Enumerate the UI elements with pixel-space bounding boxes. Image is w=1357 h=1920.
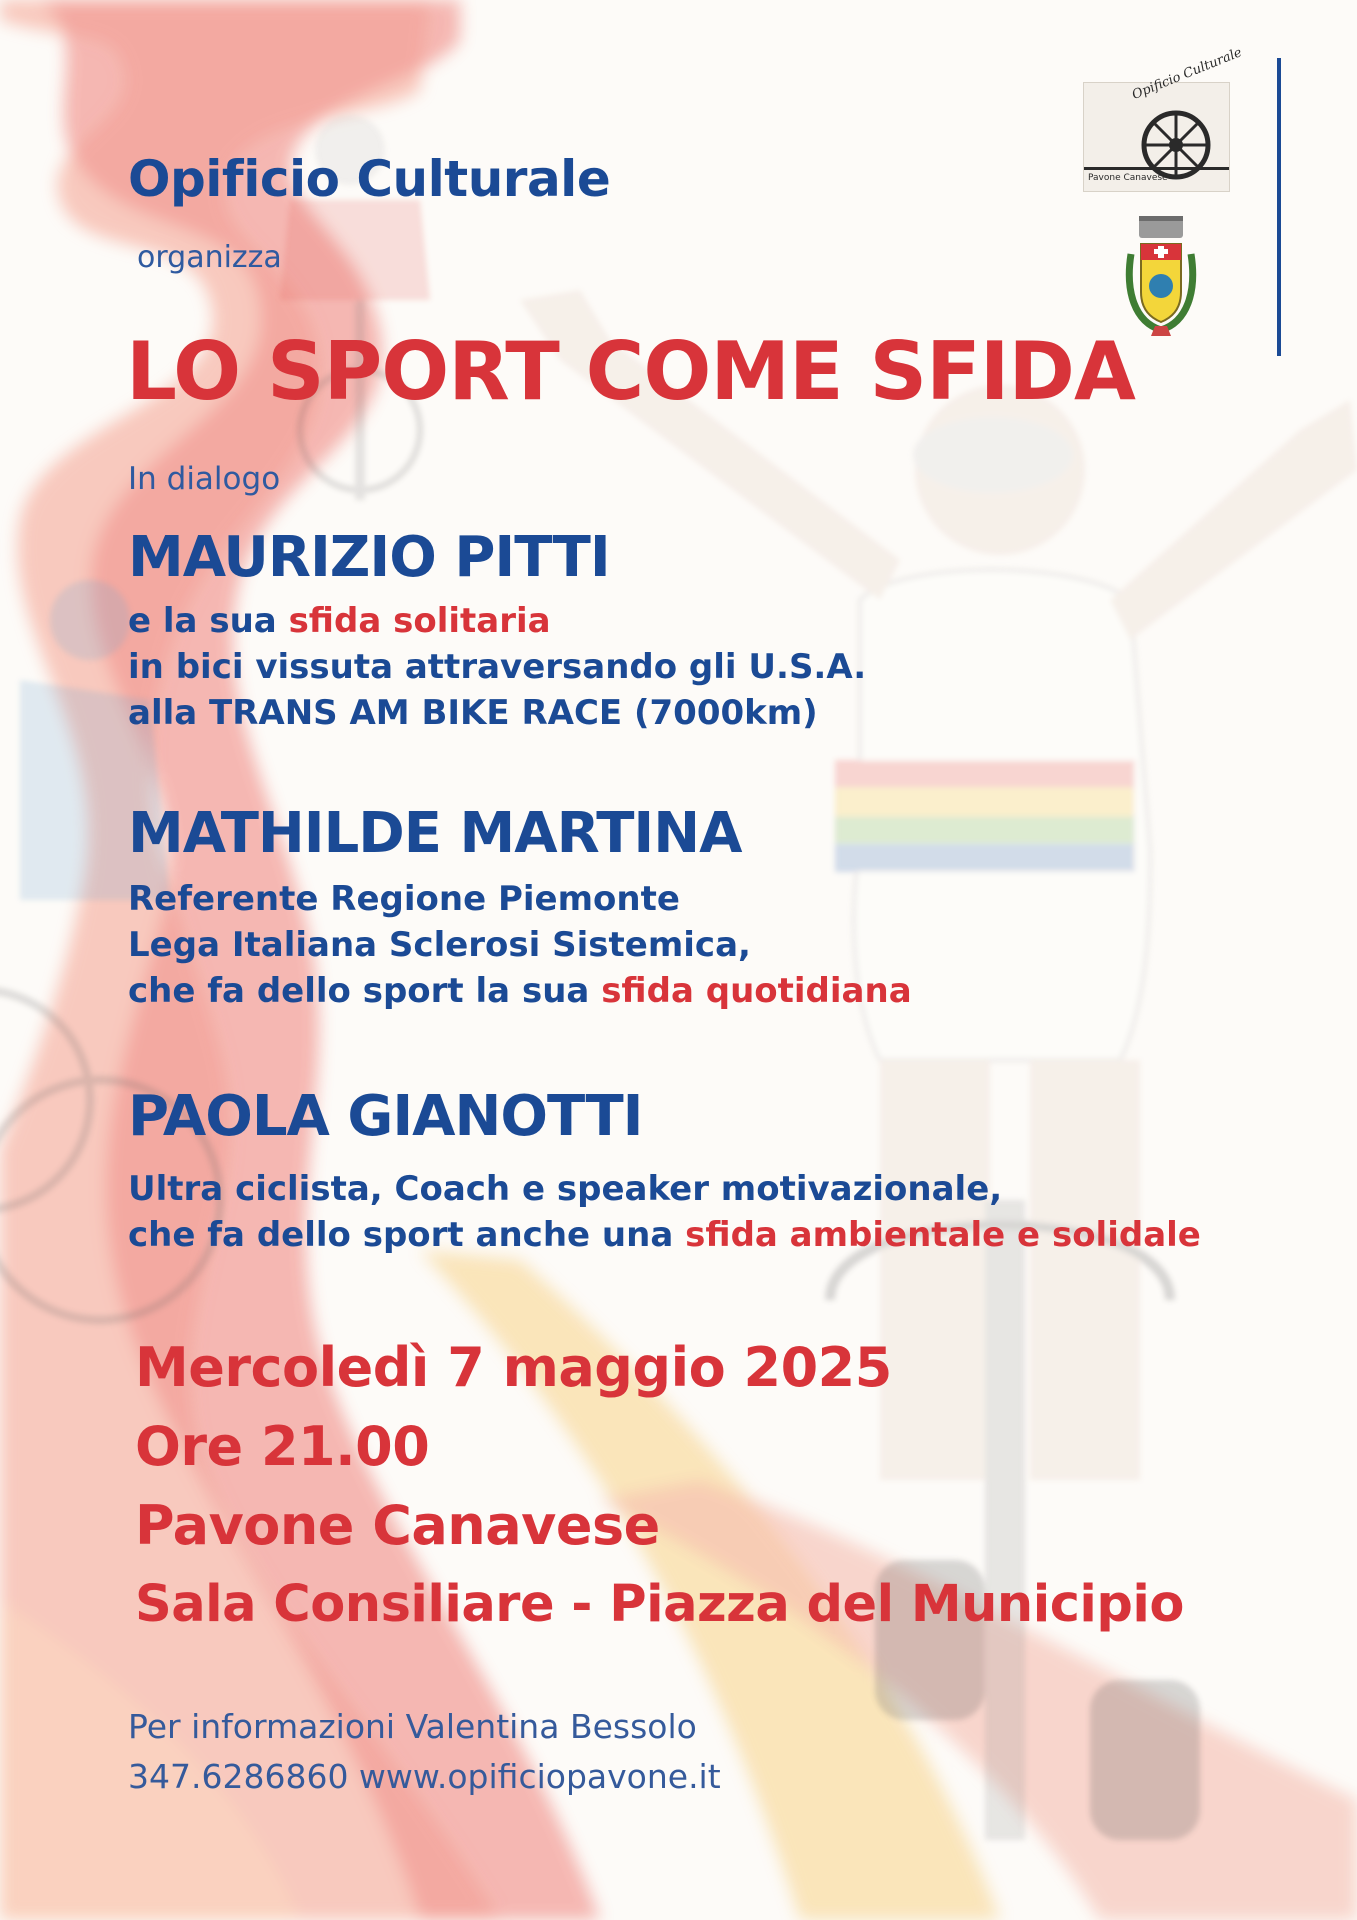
vertical-divider: [1277, 58, 1281, 356]
speaker-description: [128, 598, 866, 736]
speaker-name: MATHILDE MARTINA: [128, 801, 742, 866]
contact-phone-website[interactable]: 347.6286860 www.opificiopavone.it: [128, 1757, 721, 1796]
organizer-verb: organizza: [137, 240, 282, 275]
event-time: Ore 21.00: [135, 1415, 430, 1478]
organizer-name: Opificio Culturale: [128, 150, 611, 208]
speaker-line: in bici vissuta attraversando gli U.S.A.: [128, 647, 867, 687]
speaker-line: che fa dello sport anche una sfida ambientale e solidale: [128, 1215, 1201, 1255]
speaker-name: PAOLA GIANOTTI: [128, 1084, 643, 1149]
speaker-line: Ultra ciclista, Coach e speaker motivazionale,: [128, 1169, 1003, 1209]
pavone-coat-of-arms-icon: [1125, 212, 1197, 340]
speaker-line: che fa dello sport la sua sfida quotidiana: [128, 971, 912, 1011]
event-date: Mercoledì 7 maggio 2025: [135, 1336, 892, 1399]
speaker-line: e la sua sfida solitaria: [128, 601, 551, 641]
intro-text: In dialogo: [128, 461, 281, 497]
event-town: Pavone Canavese: [135, 1494, 660, 1557]
opificio-logo-caption: Pavone Canavese: [1088, 173, 1168, 183]
speaker-description: [128, 1166, 1201, 1258]
speaker-name: MAURIZIO PITTI: [128, 525, 610, 590]
speaker-line: alla TRANS AM BIKE RACE (7000km): [128, 693, 818, 733]
event-title: LO SPORT COME SFIDA: [126, 325, 1135, 418]
contact-info-line: Per informazioni Valentina Bessolo: [128, 1707, 697, 1746]
speaker-description: [128, 876, 912, 1014]
event-venue: Sala Consiliare - Piazza del Municipio: [135, 1575, 1184, 1634]
speaker-line: Referente Regione Piemonte: [128, 879, 680, 919]
opificio-logo-text: Opificio Culturale: [1130, 45, 1245, 103]
opificio-culturale-logo: [1083, 45, 1245, 192]
speaker-line: Lega Italiana Sclerosi Sistemica,: [128, 925, 751, 965]
